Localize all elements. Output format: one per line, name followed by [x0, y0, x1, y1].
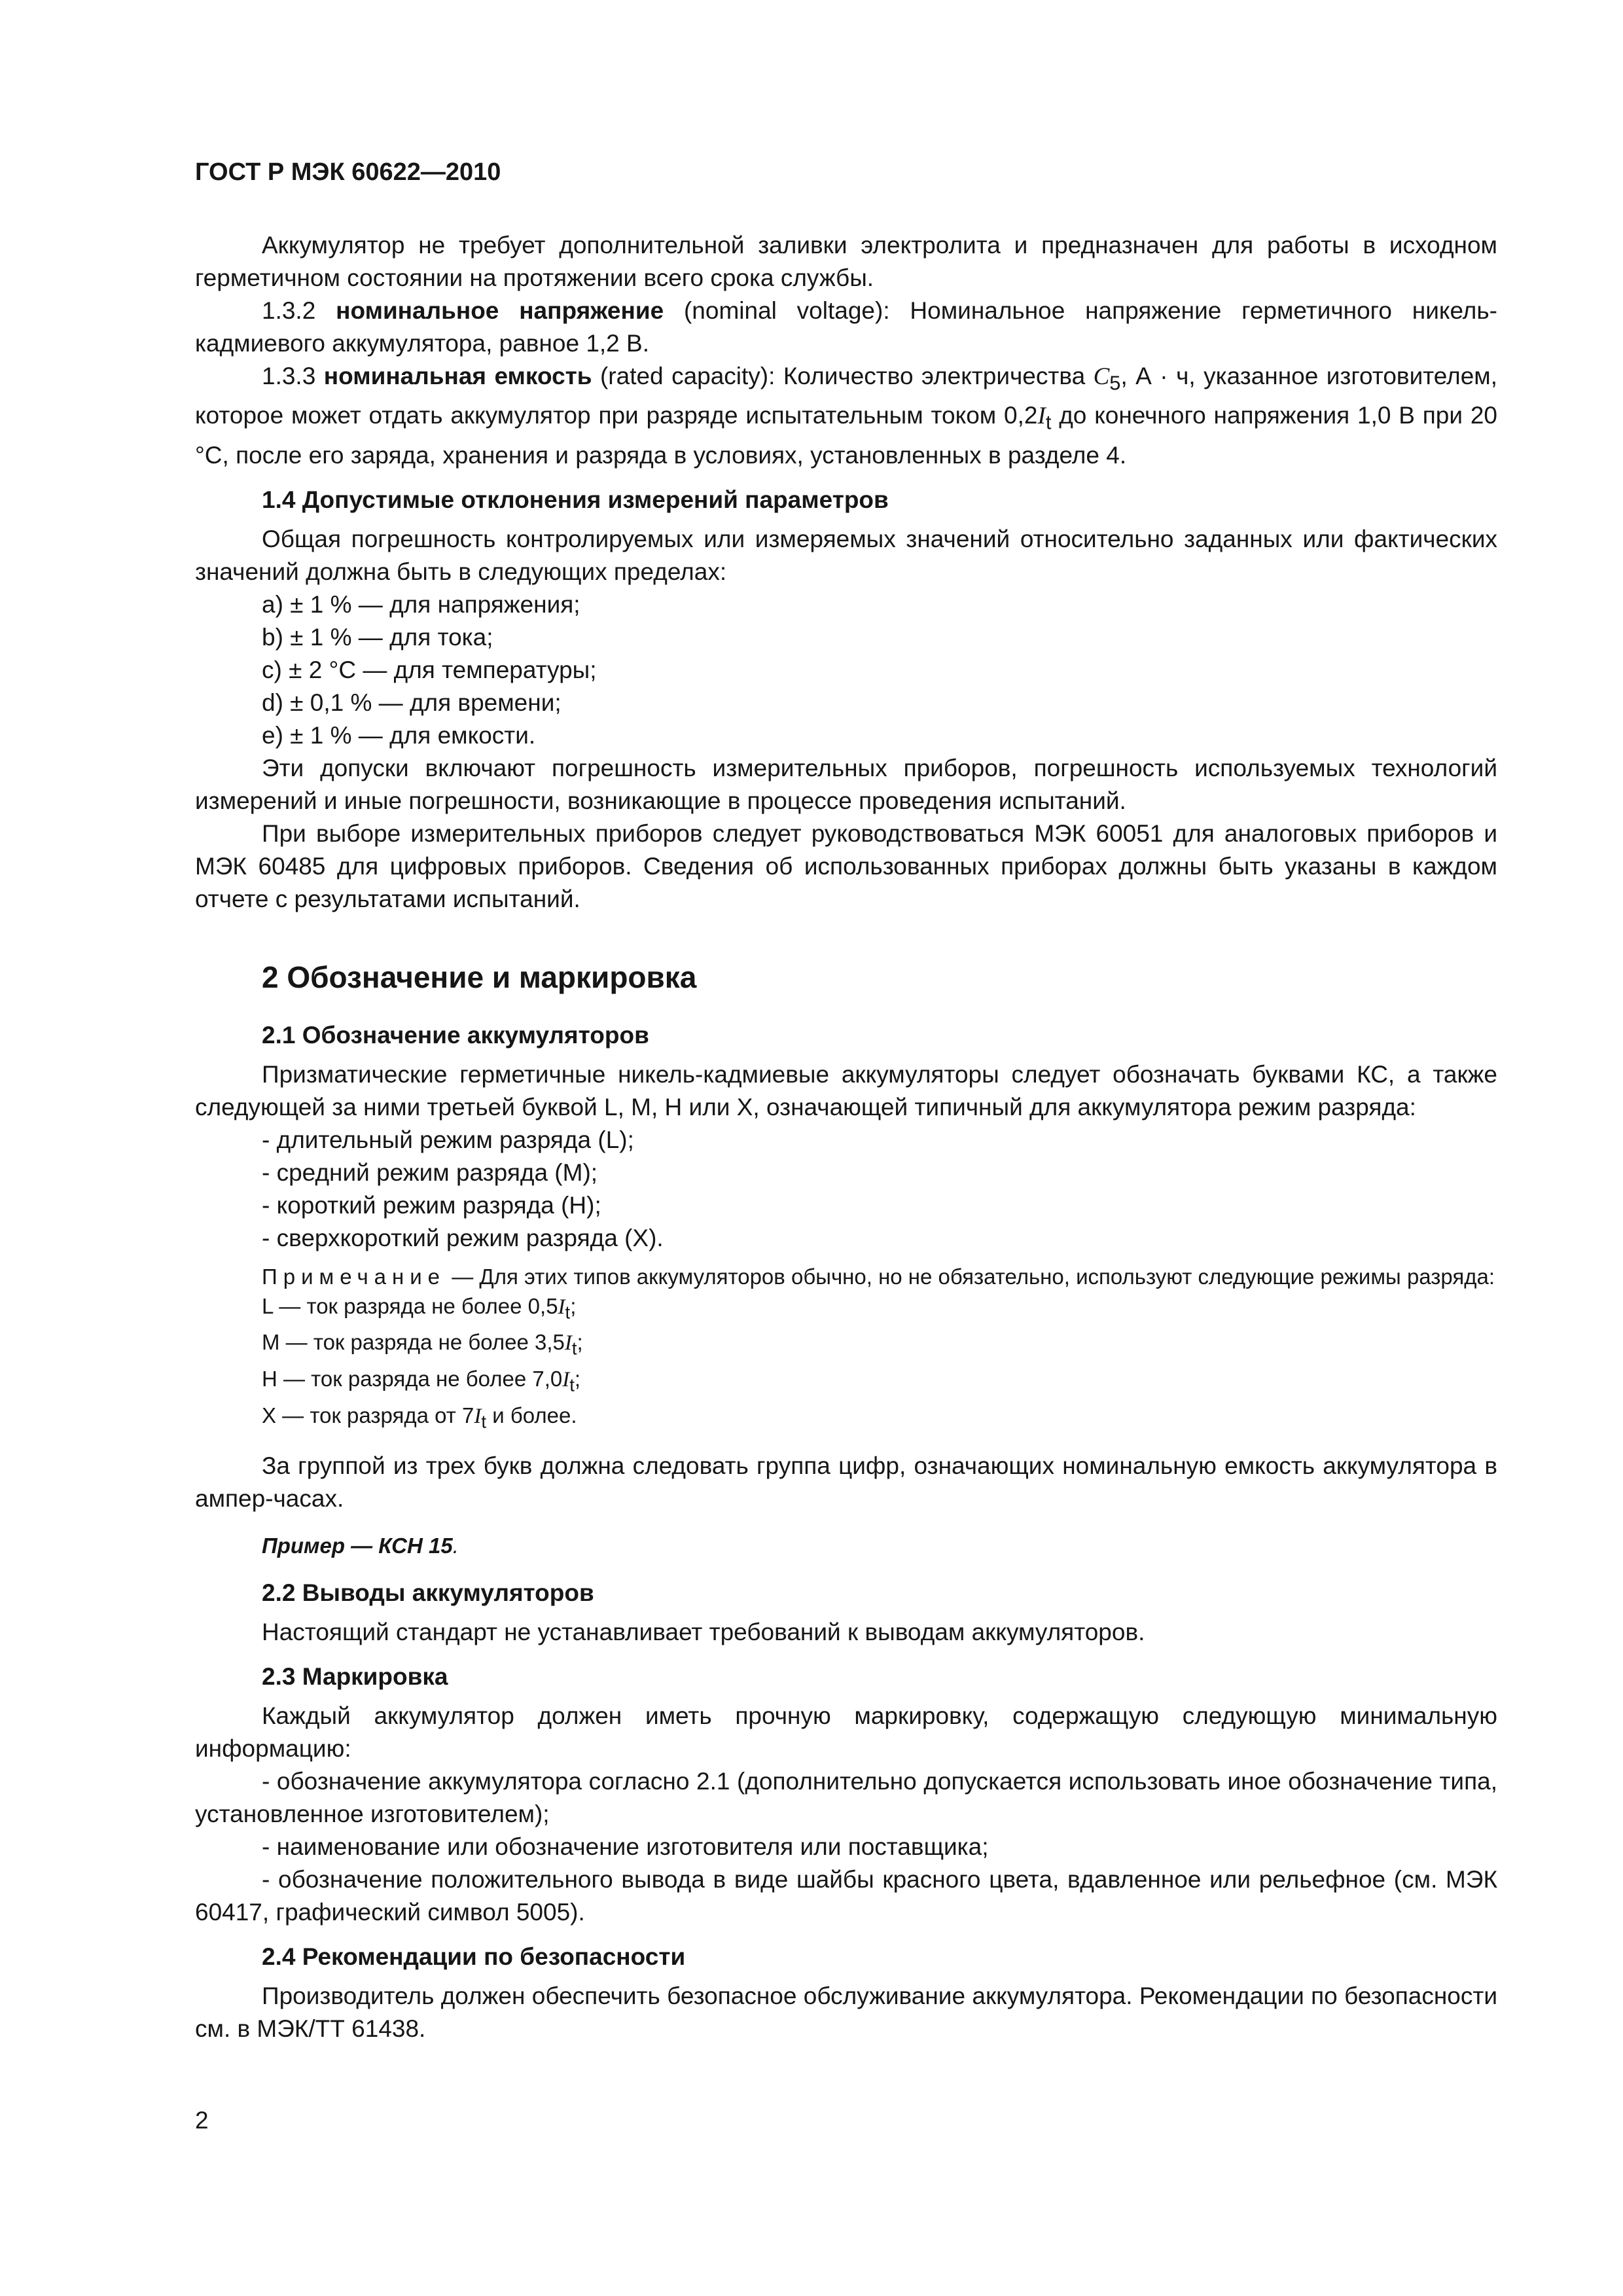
- example-text: Пример — КСН 15: [262, 1534, 453, 1558]
- symbol: I: [474, 1404, 482, 1428]
- page-number: 2: [195, 2107, 209, 2134]
- symbol: I: [558, 1295, 565, 1319]
- document-body: [195, 229, 1497, 2045]
- note-item: [195, 1364, 1497, 1401]
- term-definition-c: до конечного напряжения 1,0 В при 20 °С, после его заряда, хранения и разряда в условиях, установленных в разделе 4.: [195, 402, 1497, 469]
- symbol-subscript: t: [569, 1374, 575, 1395]
- paragraph: Производитель должен обеспечить безопасное обслуживание аккумулятора. Рекомендации по безопасности см. в МЭК/ТТ 61438.: [195, 1982, 1497, 2043]
- note-item-text: L — ток разряда не более 0,5: [262, 1293, 558, 1318]
- list-item: e) ± 1 % — для емкости.: [262, 721, 536, 749]
- note-item: [195, 1327, 1497, 1364]
- note-label: Примечание: [262, 1264, 446, 1289]
- symbol-subscript: t: [1045, 410, 1052, 434]
- list-item: - короткий режим разряда (H);: [262, 1191, 601, 1219]
- note-text: — Для этих типов аккумуляторов обычно, но не обязательно, используют следующие режимы разряда:: [452, 1264, 1495, 1289]
- list-item: a) ± 1 % — для напряжения;: [262, 590, 580, 618]
- term-1-3-2: [195, 295, 1497, 360]
- term-name: номинальное напряжение: [336, 297, 664, 324]
- paragraph: Аккумулятор не требует дополнительной заливки электролита и предназначен для работы в исходном герметичном состоянии на протяжении всего срока службы.: [195, 232, 1497, 291]
- paragraph: За группой из трех букв должна следовать группа цифр, означающих номинальную емкость аккумулятора в ампер-часах.: [195, 1452, 1497, 1513]
- symbol: I: [562, 1367, 570, 1391]
- note-item-tail: и более.: [486, 1403, 577, 1427]
- symbol-subscript: t: [481, 1411, 487, 1432]
- symbol: I: [564, 1331, 572, 1355]
- list-item: - длительный режим разряда (L);: [262, 1126, 634, 1153]
- note-item-text: H — ток разряда не более 7,0: [262, 1366, 563, 1391]
- note-item-text: X — ток разряда от 7: [262, 1403, 474, 1427]
- note-item: [195, 1401, 1497, 1437]
- term-definition-b: , А · ч, указанное изготовителем, которое может отдать аккумулятор при разряде испытательным током 0,2: [195, 363, 1498, 429]
- paragraph: Призматические герметичные никель-кадмиевые аккумуляторы следует обозначать буквами КС, а также следующей за ними третьей буквой L, M, H или X, означающей типичный для аккумулятора режим разряда:: [195, 1060, 1497, 1121]
- term-number: 1.3.3: [262, 363, 316, 389]
- note-item-text: M — ток разряда не более 3,5: [262, 1330, 565, 1355]
- section-heading-2-4: 2.4 Рекомендации по безопасности: [262, 1943, 686, 1971]
- note-item-tail: ;: [570, 1293, 577, 1318]
- paragraph: Общая погрешность контролируемых или измеряемых значений относительно заданных или фактических значений должна быть в следующих пределах:: [195, 525, 1497, 585]
- term-definition: Номинальное напряжение герметичного никель-кадмиевого аккумулятора, равное 1,2 В.: [195, 297, 1497, 357]
- example: [195, 1530, 1497, 1562]
- term-english: (rated capacity):: [599, 363, 776, 389]
- list-item: - наименование или обозначение изготовителя или поставщика;: [262, 1833, 989, 1861]
- chapter-heading-2: 2 Обозначение и маркировка: [262, 960, 697, 994]
- section-heading-2-2: 2.2 Выводы аккумуляторов: [262, 1579, 594, 1607]
- list-item: - средний режим разряда (M);: [262, 1158, 598, 1186]
- note-item: [195, 1291, 1497, 1328]
- paragraph: Настоящий стандарт не устанавливает требований к выводам аккумуляторов.: [262, 1619, 1145, 1646]
- section-heading-2-3: 2.3 Маркировка: [262, 1663, 448, 1691]
- list-item: - обозначение положительного вывода в виде шайбы красного цвета, вдавленное или рельефное (см. МЭК 60417, графический символ 5005).: [195, 1866, 1497, 1926]
- term-name: номинальная емкость: [323, 363, 592, 389]
- section-heading-1-4: 1.4 Допустимые отклонения измерений параметров: [262, 486, 889, 513]
- section-heading-2-1: 2.1 Обозначение аккумуляторов: [262, 1021, 649, 1049]
- paragraph: Эти допуски включают погрешность измерительных приборов, погрешность используемых технологий измерений и иные погрешности, возникающие в процессе проведения испытаний.: [195, 754, 1497, 814]
- paragraph: Каждый аккумулятор должен иметь прочную маркировку, содержащую следующую минимальную информацию:: [195, 1702, 1497, 1763]
- example-tail: .: [452, 1534, 459, 1558]
- note-item-tail: ;: [574, 1366, 581, 1391]
- paragraph: При выборе измерительных приборов следует руководствоваться МЭК 60051 для аналоговых приборов и МЭК 60485 для цифровых приборов. Сведения об использованных приборах должны быть указаны в каждом отчете с результатами испытаний.: [195, 819, 1497, 912]
- list-item: d) ± 0,1 % — для времени;: [262, 689, 562, 716]
- symbol: I: [1037, 403, 1046, 430]
- symbol: C: [1093, 363, 1110, 390]
- symbol-subscript: t: [571, 1338, 577, 1359]
- term-1-3-3: [195, 360, 1497, 472]
- document-header: ГОСТ Р МЭК 60622—2010: [195, 158, 501, 186]
- list-item: - сверхкороткий режим разряда (X).: [262, 1224, 664, 1251]
- term-definition-a: Количество электричества: [783, 363, 1086, 389]
- list-item: c) ± 2 °С — для температуры;: [262, 656, 597, 683]
- note: [195, 1263, 1497, 1291]
- list-item: - обозначение аккумулятора согласно 2.1 (дополнительно допускается использовать иное обозначение типа, установленное изготовителем);: [195, 1768, 1497, 1828]
- term-english: (nominal voltage):: [683, 297, 890, 324]
- symbol-subscript: t: [565, 1302, 571, 1323]
- note-item-tail: ;: [577, 1330, 583, 1355]
- term-number: 1.3.2: [262, 297, 316, 324]
- symbol-subscript: 5: [1109, 371, 1121, 395]
- list-item: b) ± 1 % — для тока;: [262, 623, 493, 651]
